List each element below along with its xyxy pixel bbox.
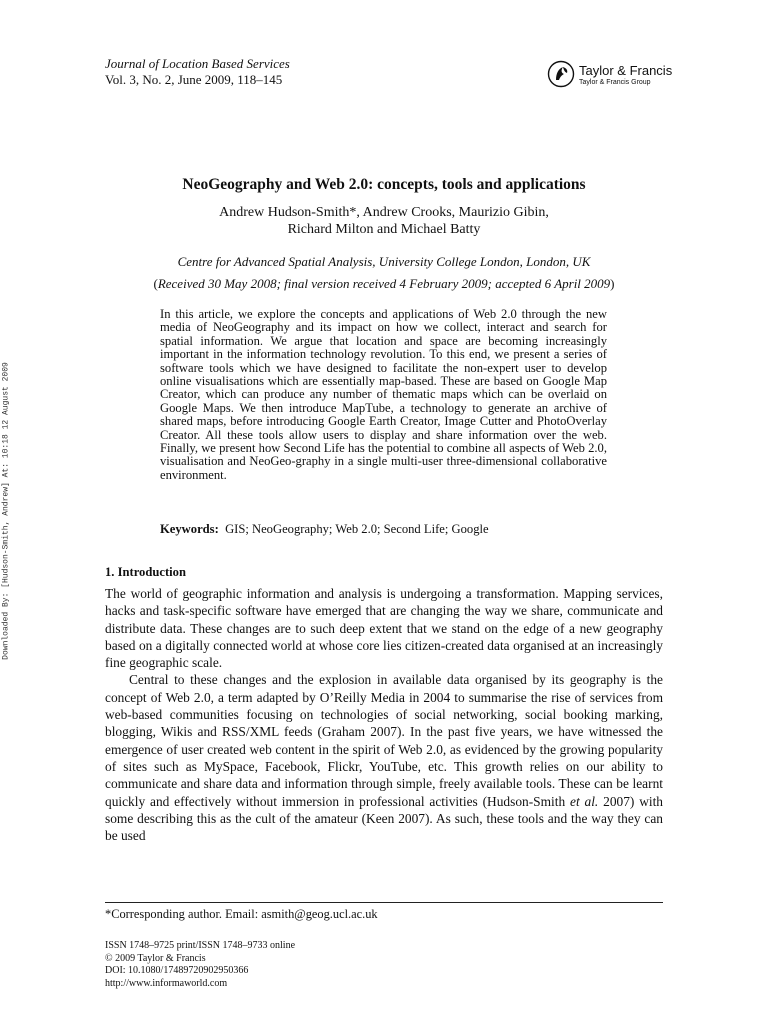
paren-close: ) bbox=[610, 276, 615, 291]
publisher-logo bbox=[547, 60, 673, 92]
issn-line: ISSN 1748–9725 print/ISSN 1748–9733 online bbox=[105, 940, 296, 951]
section-heading: 1. Introduction bbox=[105, 565, 186, 579]
affiliation: Centre for Advanced Spatial Analysis, University College London, London, UK bbox=[177, 254, 591, 269]
paragraph-2-part-2: 2007) with some describing this as the cult of the amateur (Keen 2007). As such, these tools and the way they can be used bbox=[105, 793, 663, 844]
article-authors bbox=[0, 204, 768, 238]
paragraph-1: The world of geographic information and analysis is undergoing a transformation. Mapping services, hacks and task-specific software have emerged that are changing the way we share, communicate and distribute data. These changes are to such deep extent that we stand on the edge of a new geography based on a digitally connected world at whose core lies citizen-created data organised at an increasingly fine geographic scale. bbox=[105, 586, 663, 671]
journal-volume: Vol. 3, No. 2, June 2009, 118–145 bbox=[105, 72, 283, 87]
authors-line-2: Richard Milton and Michael Batty bbox=[287, 222, 481, 237]
authors-line-1: Andrew Hudson-Smith*, Andrew Crooks, Maurizio Gibin, bbox=[219, 205, 549, 220]
paren-open: ( bbox=[153, 276, 158, 291]
download-info: Downloaded By: [Hudson-Smith, Andrew] At: 10:18 12 August 2009 bbox=[1, 362, 11, 660]
issn-block bbox=[105, 940, 295, 990]
publisher-name: Taylor & Francis bbox=[579, 63, 673, 78]
keywords-label: Keywords: bbox=[160, 522, 219, 536]
publisher-group: Taylor & Francis Group bbox=[579, 79, 651, 86]
abstract bbox=[160, 308, 607, 482]
article-title: NeoGeography and Web 2.0: concepts, tools and applications bbox=[182, 176, 586, 193]
paragraph-2-part-1: Central to these changes and the explosion in available data organised by its geography is the concept of Web 2.0, a term adapted by O’Reilly Media in 2004 to summarise the rise of services from web-based communities focusing on technologies of social networking, social booking marking, blogging, Wikis and RSS/XML feeds (Graham 2007). In the past five years, we have witnessed the emergence of user created web content in the spirit of Web 2.0, as evidenced by the growing popularity of sites such as MySpace, Facebook, Flickr, YouTube, etc. This growth relies on our ability to communicate and share data and information through simple, freely available tools. These can be learnt quickly and effectively without immersion in professional activities (Hudson-Smith bbox=[105, 672, 663, 809]
keywords-values: GIS; NeoGeography; Web 2.0; Second Life; Google bbox=[225, 522, 489, 536]
journal-title: Journal of Location Based Services bbox=[105, 56, 290, 71]
publisher-logo-icon bbox=[547, 60, 575, 88]
et-al: et al. bbox=[570, 793, 599, 809]
url-line[interactable]: http://www.informaworld.com bbox=[105, 977, 228, 989]
footnote-rule bbox=[105, 902, 663, 903]
download-sidebar bbox=[0, 346, 12, 676]
footnote: *Corresponding author. Email: asmith@geog.ucl.ac.uk bbox=[105, 907, 378, 921]
doi-line: DOI: 10.1080/17489720902950366 bbox=[105, 965, 249, 977]
copyright-line: © 2009 Taylor & Francis bbox=[105, 952, 206, 964]
paragraph-2 bbox=[105, 671, 663, 844]
abstract-text: In this article, we explore the concepts and applications of Web 2.0 through the new media of NeoGeography and its impact on how we collect, interact and search for spatial information. We argue that location and space are becoming increasingly important in the information technology revolution. To this end, we present a series of software tools which we have designed to facilitate the non-expert user to develop online visualisations which are essentially map-based. These are based on Google Map Creator, which can produce any number of thematic maps which can be overlaid on Google Maps. We then introduce MapTube, a technology to generate an archive of shared maps, before introducing Google Earth Creator, Image Cutter and PhotoOverlay Creator. All these tools allow users to display and share information over the web. Finally, we present how Second Life has the potential to combine all aspects of Web 2.0, visualisation and NeoGeo-graphy in a single multi-user three-dimensional collaborative environment. bbox=[160, 307, 607, 482]
body-text bbox=[105, 585, 663, 844]
received-dates bbox=[0, 276, 768, 292]
keywords bbox=[160, 522, 489, 537]
received-text: Received 30 May 2008; final version received 4 February 2009; accepted 6 April 2009 bbox=[157, 276, 611, 291]
